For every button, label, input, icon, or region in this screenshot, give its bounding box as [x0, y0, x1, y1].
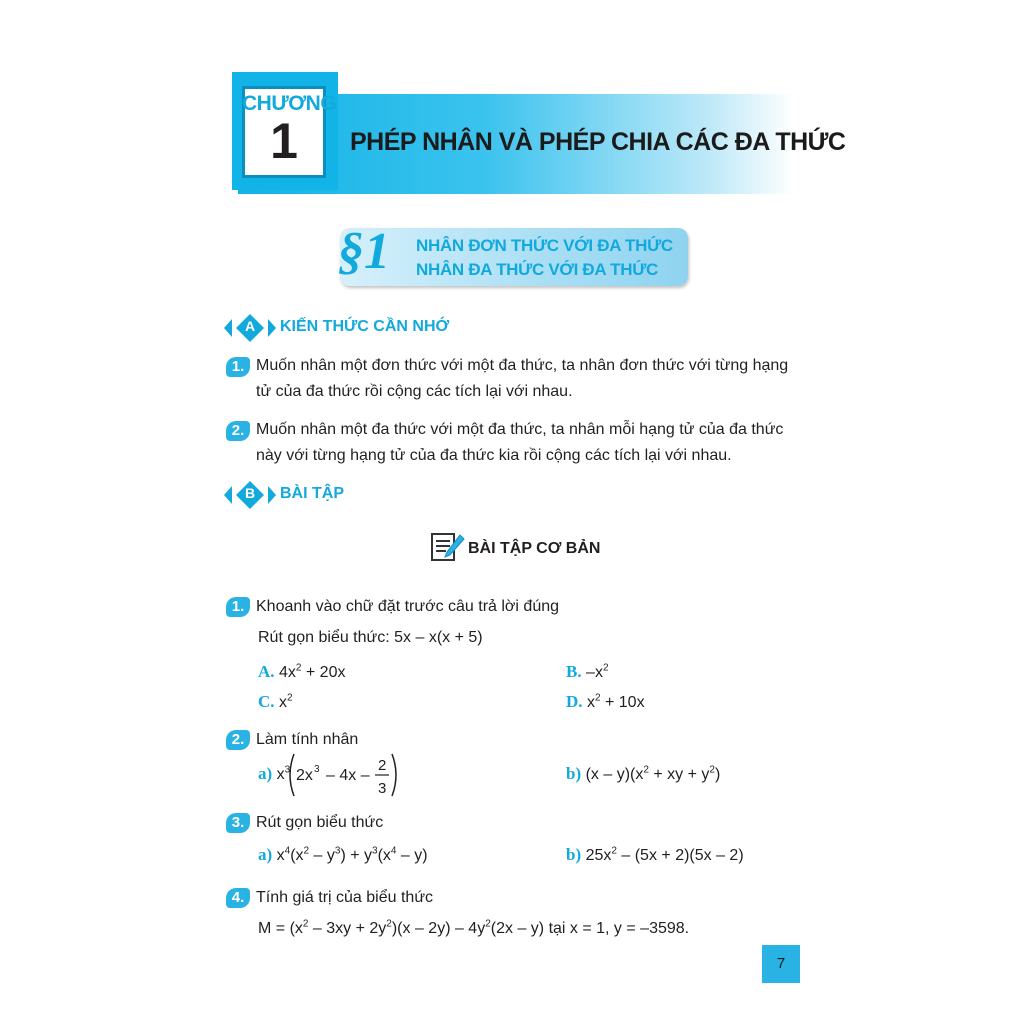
option-d: D. $x^2 + 10x$: [566, 692, 645, 711]
exercise-2a-letter: a): [258, 764, 273, 783]
option-c-letter: C.: [258, 692, 275, 711]
svg-text:– 4x –: – 4x –: [326, 767, 370, 784]
knowledge-number-1: 1.: [226, 357, 250, 377]
exercise-3a: a) $x^4(x^2 - y^3) + y^3(x^4 - y)$: [258, 845, 428, 864]
exercise-3a-letter: a): [258, 845, 273, 864]
section-number: §1: [338, 223, 390, 280]
exercise-number-4: 4.: [226, 888, 250, 908]
knowledge-2-line2: này với từng hạng tử của đa thức kia rồi cộng các tích lại với nhau.: [256, 447, 732, 464]
basic-exercises-title: BÀI TẬP CƠ BẢN: [468, 540, 601, 557]
part-a-title: KIẾN THỨC CẦN NHỚ: [280, 318, 450, 335]
option-a-letter: A.: [258, 662, 275, 681]
svg-text:3: 3: [314, 764, 320, 775]
exercise-1-prompt: Khoanh vào chữ đặt trước câu trả lời đúng: [256, 598, 560, 615]
exercise-1-expression: Rút gọn biểu thức: 5x – x(x + 5): [258, 629, 483, 646]
option-c: C. $x^2$: [258, 692, 293, 711]
option-b-letter: B.: [566, 662, 582, 681]
exercise-2b-letter: b): [566, 764, 582, 783]
exercise-2-prompt: Làm tính nhân: [256, 731, 359, 748]
knowledge-1-line1: Muốn nhân một đơn thức với một đa thức, ta nhân đơn thức với từng hạng: [256, 357, 789, 374]
chapter-word: CHƯƠNG: [242, 92, 337, 115]
knowledge-number-2: 2.: [226, 421, 250, 441]
chapter-title: PHÉP NHÂN VÀ PHÉP CHIA CÁC ĐA THỨC: [350, 128, 846, 156]
svg-text:2x: 2x: [296, 767, 313, 784]
exercise-number-1: 1.: [226, 597, 250, 617]
exercise-4-prompt: Tính giá trị của biểu thức: [256, 889, 434, 906]
notepad-pencil-icon: [430, 531, 466, 563]
exercise-2a-formula: [286, 752, 406, 798]
option-d-letter: D.: [566, 692, 583, 711]
exercise-3b-letter: b): [566, 845, 582, 864]
exercise-2b: b) $(x - y)(x^2$ + xy + $y^2$): [566, 764, 721, 783]
section-title-line2: NHÂN ĐA THỨC VỚI ĐA THỨC: [416, 260, 659, 279]
exercise-4-condition: tại x = 1, y = –3598.: [548, 920, 690, 937]
option-a: A. $4x^2 + 20x$: [258, 662, 346, 681]
exercise-3b: b) $25x^2 - (5x + 2)(5x - 2)$: [566, 845, 744, 864]
knowledge-1-line2: tử của đa thức rồi cộng các tích lại với nhau.: [256, 383, 573, 400]
exercise-number-2: 2.: [226, 730, 250, 750]
svg-text:2: 2: [378, 757, 387, 774]
section-title-line1: NHÂN ĐƠN THỨC VỚI ĐA THỨC: [416, 236, 673, 255]
exercise-2a: a) $x^3$: [258, 764, 291, 783]
knowledge-2-line1: Muốn nhân một đa thức với một đa thức, ta nhân mỗi hạng tử của đa thức: [256, 421, 784, 438]
exercise-3-prompt: Rút gọn biểu thức: [256, 814, 384, 831]
option-b: B. $-x^2$: [566, 662, 609, 681]
chapter-number: 1: [270, 113, 298, 169]
page-number: 7: [762, 945, 800, 983]
svg-text:3: 3: [378, 780, 387, 797]
exercise-number-3: 3.: [226, 813, 250, 833]
part-a-badge-letter: A: [244, 318, 256, 334]
part-b-title: BÀI TẬP: [280, 485, 344, 502]
exercise-4-expression: $M = (x^2 - 3xy + 2y^2)(x - 2y) - 4y^2(2x - y)$ tại x = 1, y = –3598.: [258, 918, 690, 937]
part-b-badge-letter: B: [244, 485, 256, 501]
